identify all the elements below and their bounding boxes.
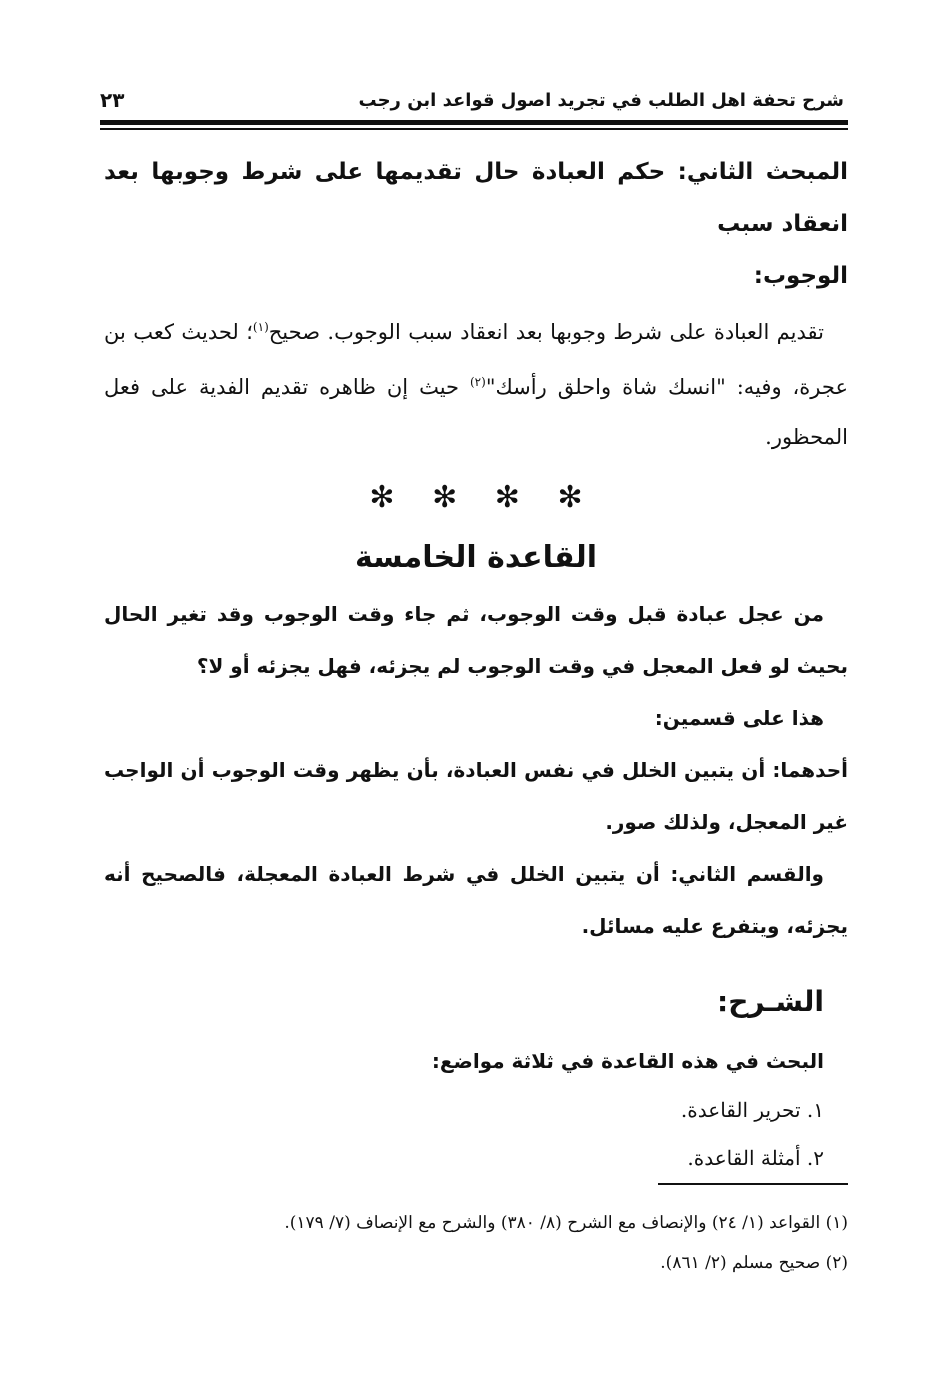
book-title: شرح تحفة اهل الطلب في تجريد اصول قواعد ابن رجب <box>358 89 844 111</box>
section-paragraph-c: حيث إن ظاهره تقديم الفدية على فعل المحظور. <box>104 375 848 449</box>
section-paragraph-b: ؛ لحديث كعب بن عجرة، وفيه: "انسك شاة واحلق رأسك" <box>104 320 848 399</box>
section-paragraph <box>104 302 848 462</box>
footnote-separator <box>658 1183 848 1185</box>
rule-text-p4: والقسم الثاني: أن يتبين الخلل في شرط العبادة المعجلة، فالصحيح أنه يجزئه، ويتفرع عليه مسائل. <box>104 862 848 938</box>
header-rule-thin <box>100 128 848 130</box>
footnotes <box>100 1203 848 1283</box>
rule-text-p2: هذا على قسمين: <box>654 706 824 730</box>
list-item: ١. تحرير القاعدة. <box>680 1098 824 1122</box>
footnote-1: (١) القواعد (١/ ٢٤) والإنصاف مع الشرح (٨/ ٣٨٠) والشرح مع الإنصاف (٧/ ١٧٩). <box>284 1213 848 1233</box>
running-header <box>100 84 844 116</box>
footnote-2: (٢) صحيح مسلم (٢/ ٨٦١). <box>660 1253 848 1273</box>
sharh-intro: البحث في هذه القاعدة في ثلاثة مواضع: <box>431 1049 824 1073</box>
rule-text-p3: أحدهما: أن يتبين الخلل في نفس العبادة، بأن يظهر وقت الوجوب أن الواجب غير المعجل، ولذلك صور. <box>104 758 848 834</box>
section-heading <box>104 146 848 302</box>
footnote-ref-2: (٢) <box>469 375 486 389</box>
list-item: ٢. أمثلة القاعدة. <box>687 1146 824 1170</box>
section-paragraph-a: تقديم العبادة على شرط وجوبها بعد انعقاد سبب الوجوب. صحيح <box>268 320 824 344</box>
rule-text-p1: من عجل عبادة قبل وقت الوجوب، ثم جاء وقت الوجوب وقد تغير الحال بحيث لو فعل المعجل في وقت الوجوب لم يجزئه، فهل يجزئه أو لا؟ <box>104 602 848 678</box>
footnote-ref-1: (١) <box>252 320 269 334</box>
page-number: ٢٣ <box>100 88 125 112</box>
rule-title: القاعدة الخامسة <box>354 540 598 575</box>
section-divider-stars: ✻ ✻ ✻ ✻ <box>369 480 583 515</box>
section-heading-line2: الوجوب: <box>753 263 848 289</box>
sharh-heading: الشـرح: <box>717 985 824 1018</box>
main-content <box>104 146 848 1182</box>
header-rule-thick <box>100 120 848 125</box>
section-heading-line1: المبحث الثاني: حكم العبادة حال تقديمها على شرط وجوبها بعد انعقاد سبب <box>104 159 848 237</box>
